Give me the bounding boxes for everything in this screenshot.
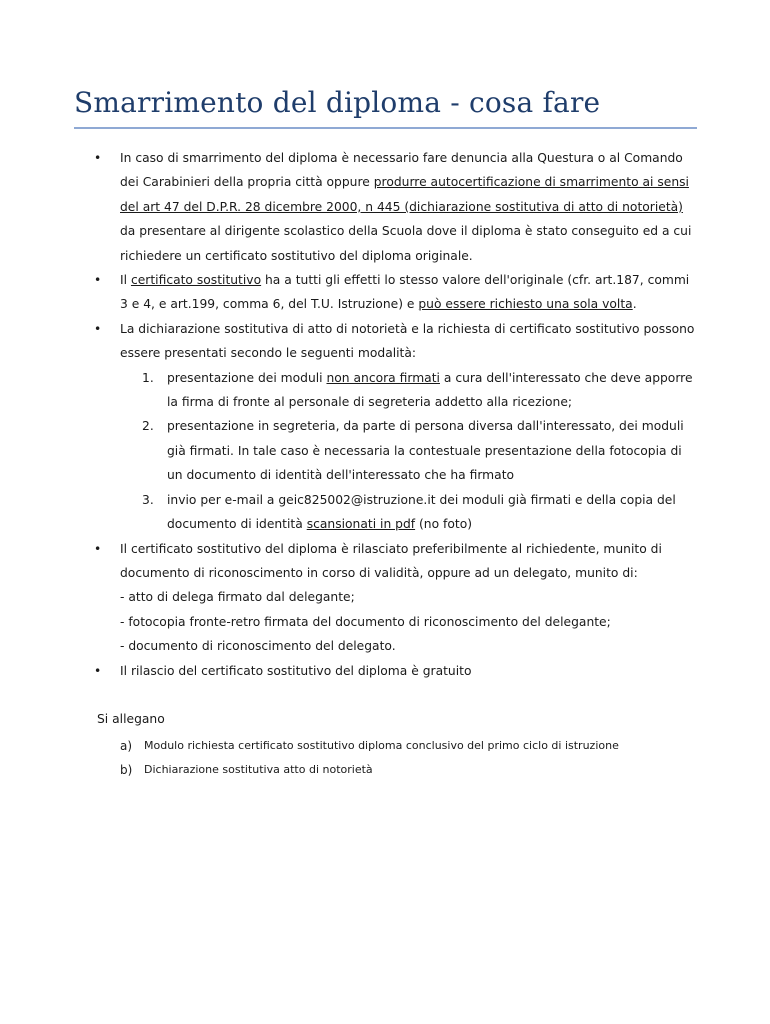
document-body xyxy=(94,146,697,683)
bullet-dot: • xyxy=(94,321,102,336)
bullet-dot: • xyxy=(94,151,102,165)
attachments-heading: Si allegano xyxy=(97,712,165,726)
attachment-letter: a) xyxy=(120,739,133,753)
non-ancora-firmati-underlined: non ancora firmati xyxy=(326,370,440,385)
modalita-item-1 xyxy=(142,366,697,415)
bullet-item-rilascio-delegato xyxy=(94,537,697,659)
bullet-dot: • xyxy=(94,273,102,288)
list-number: 2. xyxy=(142,419,154,434)
bullet-text: In caso di smarrimento del diploma è necessario fare denuncia alla Questura o al Comando dei Carabinieri della propria città oppure xyxy=(120,151,683,190)
attachment-text: Modulo richiesta certificato sostitutivo diploma conclusivo del primo ciclo di istruzione xyxy=(144,739,619,752)
title-underline xyxy=(74,127,697,129)
modalita-item-3 xyxy=(142,488,697,537)
sola-volta-underlined: può essere richiesto una sola volta xyxy=(418,297,633,312)
bullet-dot: • xyxy=(94,663,102,678)
bullet-list xyxy=(94,146,697,683)
bullet-item-denuncia xyxy=(94,146,697,268)
scansionati-pdf-underlined: scansionati in pdf xyxy=(306,517,416,532)
bullet-item-valore xyxy=(94,268,697,317)
certificato-sostitutivo-underlined: certificato sostitutivo xyxy=(130,273,262,288)
attachment-item xyxy=(120,734,619,758)
bullet-text: La dichiarazione sostitutiva di atto di notorietà e la richiesta di certificato sostitutivo possono essere presentati secondo le seguenti modalità: xyxy=(120,321,695,361)
bullet-item-gratuito xyxy=(94,659,697,683)
attachment-text: Dichiarazione sostitutiva atto di notorietà xyxy=(144,763,373,776)
modalita-item-2 xyxy=(142,414,697,487)
modalita-text: presentazione dei moduli xyxy=(167,370,327,385)
modalita-text: invio per e-mail a geic825002@istruzione.it dei moduli già firmati e della copia del documento di identità xyxy=(167,492,676,532)
delega-line: - atto di delega firmato dal delegante; xyxy=(120,590,355,605)
bullet-dot: • xyxy=(94,541,102,556)
bullet-text: da presentare al dirigente scolastico della Scuola dove il diploma è stato conseguito ed a cui richiedere un certificato sostitutivo del diploma originale. xyxy=(120,224,692,263)
bullet-text: Il xyxy=(120,273,131,288)
bullet-text: ha a tutti gli effetti lo stesso valore dell'originale (cfr. art.187, commi 3 e 4, e art.199, comma 6, del T.U. Istruzione) e xyxy=(120,273,690,312)
attachments-list xyxy=(120,734,619,782)
delega-line: - documento di riconoscimento del delegato. xyxy=(120,639,396,654)
attachment-letter: b) xyxy=(120,763,133,777)
modalita-list xyxy=(120,366,697,537)
modalita-text: presentazione in segreteria, da parte di persona diversa dall'interessato, dei moduli già firmati. In tale caso è necessaria la contestuale presentazione della fotocopia di un documento di identità dell'interessato che ha firmato xyxy=(167,419,684,483)
list-number: 3. xyxy=(142,492,154,507)
modalita-text: (no foto) xyxy=(415,517,473,532)
bullet-text: Il rilascio del certificato sostitutivo del diploma è gratuito xyxy=(120,663,472,678)
page-title: Smarrimento del diploma - cosa fare xyxy=(74,86,601,119)
delega-line: - fotocopia fronte-retro firmata del documento di riconoscimento del delegante; xyxy=(120,614,611,629)
bullet-item-modalita xyxy=(94,317,697,537)
bullet-text: Il certificato sostitutivo del diploma è rilasciato preferibilmente al richiedente, munito di documento di riconoscimento in corso di validità, oppure ad un delegato, munito di: xyxy=(120,541,662,580)
attachment-item xyxy=(120,758,619,782)
bullet-text: . xyxy=(632,297,637,312)
list-number: 1. xyxy=(142,370,154,385)
autocertificazione-underlined: produrre autocertificazione di smarrimento ai sensi del art 47 del D.P.R. 28 dicembre 2000, n 445 (dichiarazione sostitutiva di atto di notorietà) xyxy=(120,175,689,214)
modalita-text: a cura dell'interessato che deve apporre la firma di fronte al personale di segreteria addetto alla ricezione; xyxy=(167,370,693,410)
